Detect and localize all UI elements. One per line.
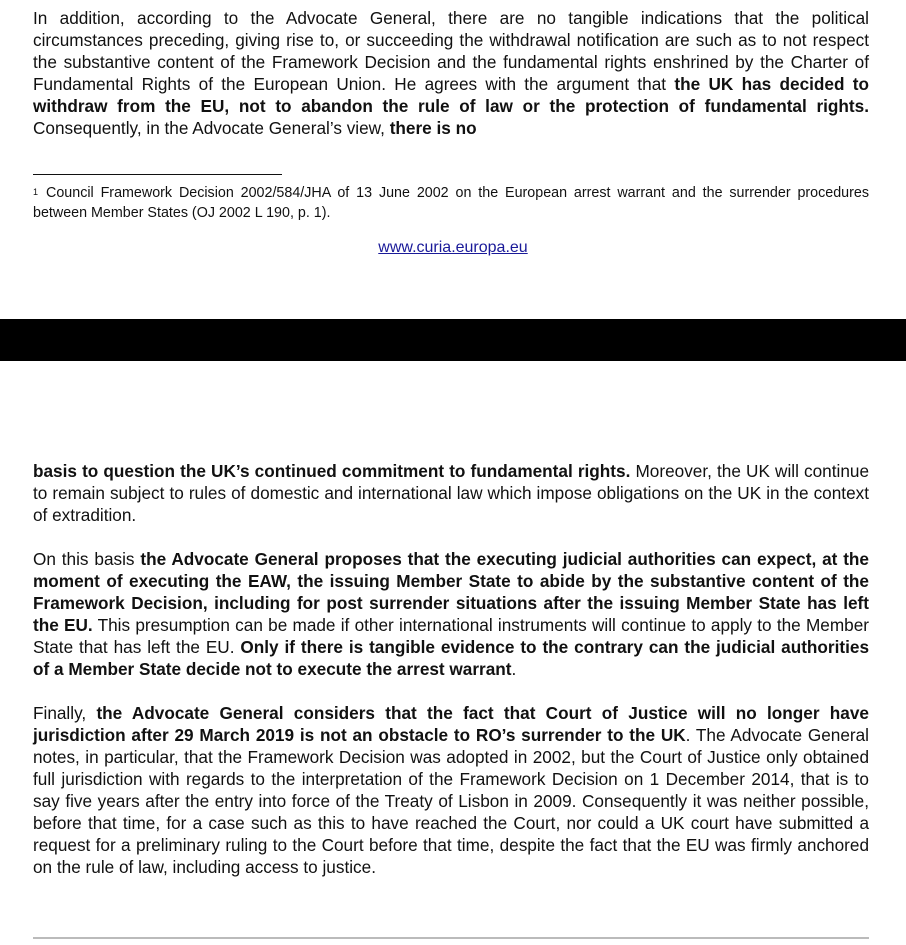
paragraph-on-this-basis	[33, 548, 869, 680]
curia-website-link[interactable]: www.curia.europa.eu	[378, 239, 528, 256]
paragraph-bold-text: the UK has decided to withdraw from the EU, not to abandon the rule of law or the protection of fundamental rights.	[33, 74, 869, 116]
footnote-marker: 1	[33, 187, 39, 197]
paragraph-bold-text: the Advocate General proposes that the executing judicial authorities can expect, at the moment of executing the EAW, the issuing Member State to abide by the substantive content of the Framework Decision, including for post surrender situations after the issuing Member State has left the EU.	[33, 549, 869, 635]
paragraph-text: Moreover, the UK will continue to remain subject to rules of domestic and international law which impose obligations on the UK in the context of extradition.	[33, 461, 870, 525]
paragraph-text: On this basis	[33, 549, 141, 569]
paragraph-bold-text: the Advocate General considers that the fact that Court of Justice will no longer have jurisdiction after 29 March 2019 is not an obstacle to RO’s surrender to the UK	[33, 703, 869, 745]
page-bottom-section	[33, 460, 869, 900]
bottom-separator	[33, 937, 869, 939]
paragraph-advocate-general-indications	[33, 7, 869, 139]
site-link-container	[0, 238, 906, 258]
paragraph-continued	[33, 460, 869, 526]
footnote-separator	[33, 174, 282, 175]
paragraph-text: Consequently, in the Advocate General’s view,	[33, 118, 390, 138]
paragraph-finally	[33, 702, 869, 878]
paragraph-text: .	[511, 659, 517, 679]
paragraph-text: In addition, according to the Advocate General, there are no tangible indications that the political circumstances preceding, giving rise to, or succeeding the withdrawal notification are such as to not respect the substantive content of the Framework Decision and the fundamental rights enshrined by the Charter of Fundamental Rights of the European Union. He agrees with the argument that	[33, 8, 869, 94]
paragraph-text: This presumption can be made if other international instruments will continue to apply to the Member State that has left the EU.	[33, 615, 869, 657]
paragraph-bold-text: Only if there is tangible evidence to the contrary can the judicial authorities of a Member State decide not to execute the arrest warrant	[33, 637, 870, 679]
page-top-section	[33, 7, 869, 139]
page-break-band	[0, 319, 906, 361]
paragraph-text: Finally,	[33, 703, 97, 723]
paragraph-bold-text: basis to question the UK’s continued commitment to fundamental rights.	[33, 461, 631, 481]
paragraph-text: . The Advocate General notes, in particular, that the Framework Decision was adopted in 2002, but the Court of Justice only obtained full jurisdiction with regards to the interpretation of the Framework Decision on 1 December 2014, that is to say five years after the entry into force of the Treaty of Lisbon in 2009. Consequently it was neither possible, before that time, for a case such as this to have reached the Court, nor could a UK court have submitted a request for a preliminary ruling to the Court before that time, despite the fact that the EU was firmly anchored on the rule of law, including access to justice.	[33, 725, 869, 877]
footnote	[33, 184, 869, 223]
footnote-text: Council Framework Decision 2002/584/JHA of 13 June 2002 on the European arrest warrant and the surrender procedures between Member States (OJ 2002 L 190, p. 1).	[33, 185, 869, 221]
paragraph-bold-text: there is no	[389, 118, 477, 138]
